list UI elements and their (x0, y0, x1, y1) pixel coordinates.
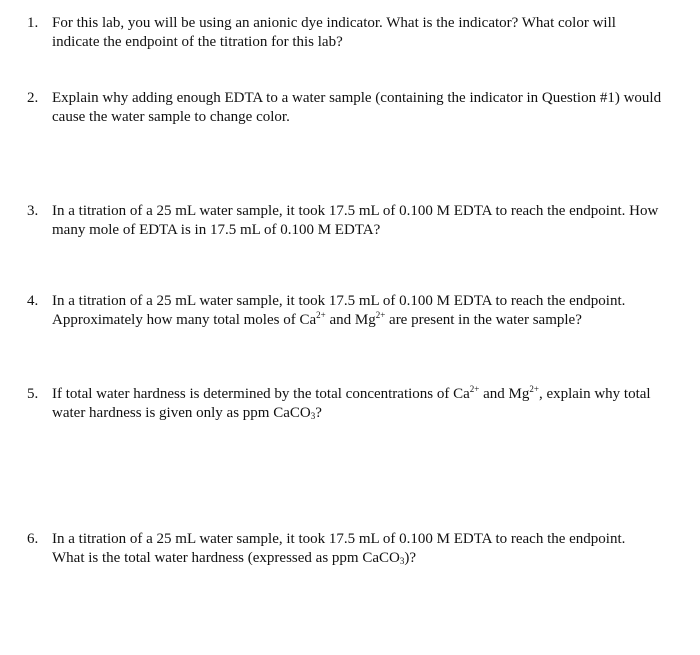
charge-superscript: 2+ (375, 310, 386, 320)
question-text-line-1: In a titration of a 25 mL water sample, it took 17.5 mL of 0.100 M EDTA to reach the endpoint. How (52, 203, 659, 219)
question-number: 2. (27, 90, 39, 106)
question-number: 1. (27, 15, 39, 31)
text-segment: ? (315, 405, 322, 421)
question-text-line-1: In a titration of a 25 mL water sample, it took 17.5 mL of 0.100 M EDTA to reach the endpoint. (52, 293, 626, 309)
text-segment: What is the total water hardness (expressed as ppm CaCO (52, 550, 400, 566)
question-number: 4. (27, 293, 39, 309)
text-segment: )? (404, 550, 416, 566)
question-text-line-2 (52, 549, 416, 567)
question-number: 6. (27, 531, 39, 547)
question-text-line-1: For this lab, you will be using an anionic dye indicator. What is the indicator? What color will (52, 15, 616, 31)
question-text-line-2: indicate the endpoint of the titration for this lab? (52, 34, 343, 50)
charge-superscript: 2+ (316, 310, 326, 320)
text-segment: , explain why total (538, 386, 651, 402)
question-text-line-2 (52, 404, 322, 422)
question-text-line-2: cause the water sample to change color. (52, 109, 290, 125)
text-segment: If total water hardness is determined by the total concentrations of Ca (52, 386, 470, 402)
question-number: 3. (27, 203, 39, 219)
text-segment: Approximately how many total moles of Ca (52, 312, 317, 328)
question-text-line-2 (52, 311, 582, 329)
charge-superscript: 2+ (469, 384, 480, 394)
text-segment: water hardness is given only as ppm CaCO (52, 405, 311, 421)
question-number: 5. (27, 386, 39, 402)
formula-subscript: 3 (310, 411, 316, 421)
question-text-line-2: many mole of EDTA is in 17.5 mL of 0.100 M EDTA? (52, 222, 381, 238)
text-segment: and Mg (479, 386, 530, 402)
question-text-line-1: In a titration of a 25 mL water sample, it took 17.5 mL of 0.100 M EDTA to reach the endpoint. (52, 531, 626, 547)
text-segment: are present in the water sample? (385, 312, 582, 328)
charge-superscript: 2+ (529, 384, 539, 394)
question-text-line-1: Explain why adding enough EDTA to a water sample (containing the indicator in Question #1) would (52, 90, 662, 106)
formula-subscript: 3 (399, 556, 405, 566)
question-text-line-1 (52, 385, 651, 403)
text-segment: and Mg (325, 312, 376, 328)
